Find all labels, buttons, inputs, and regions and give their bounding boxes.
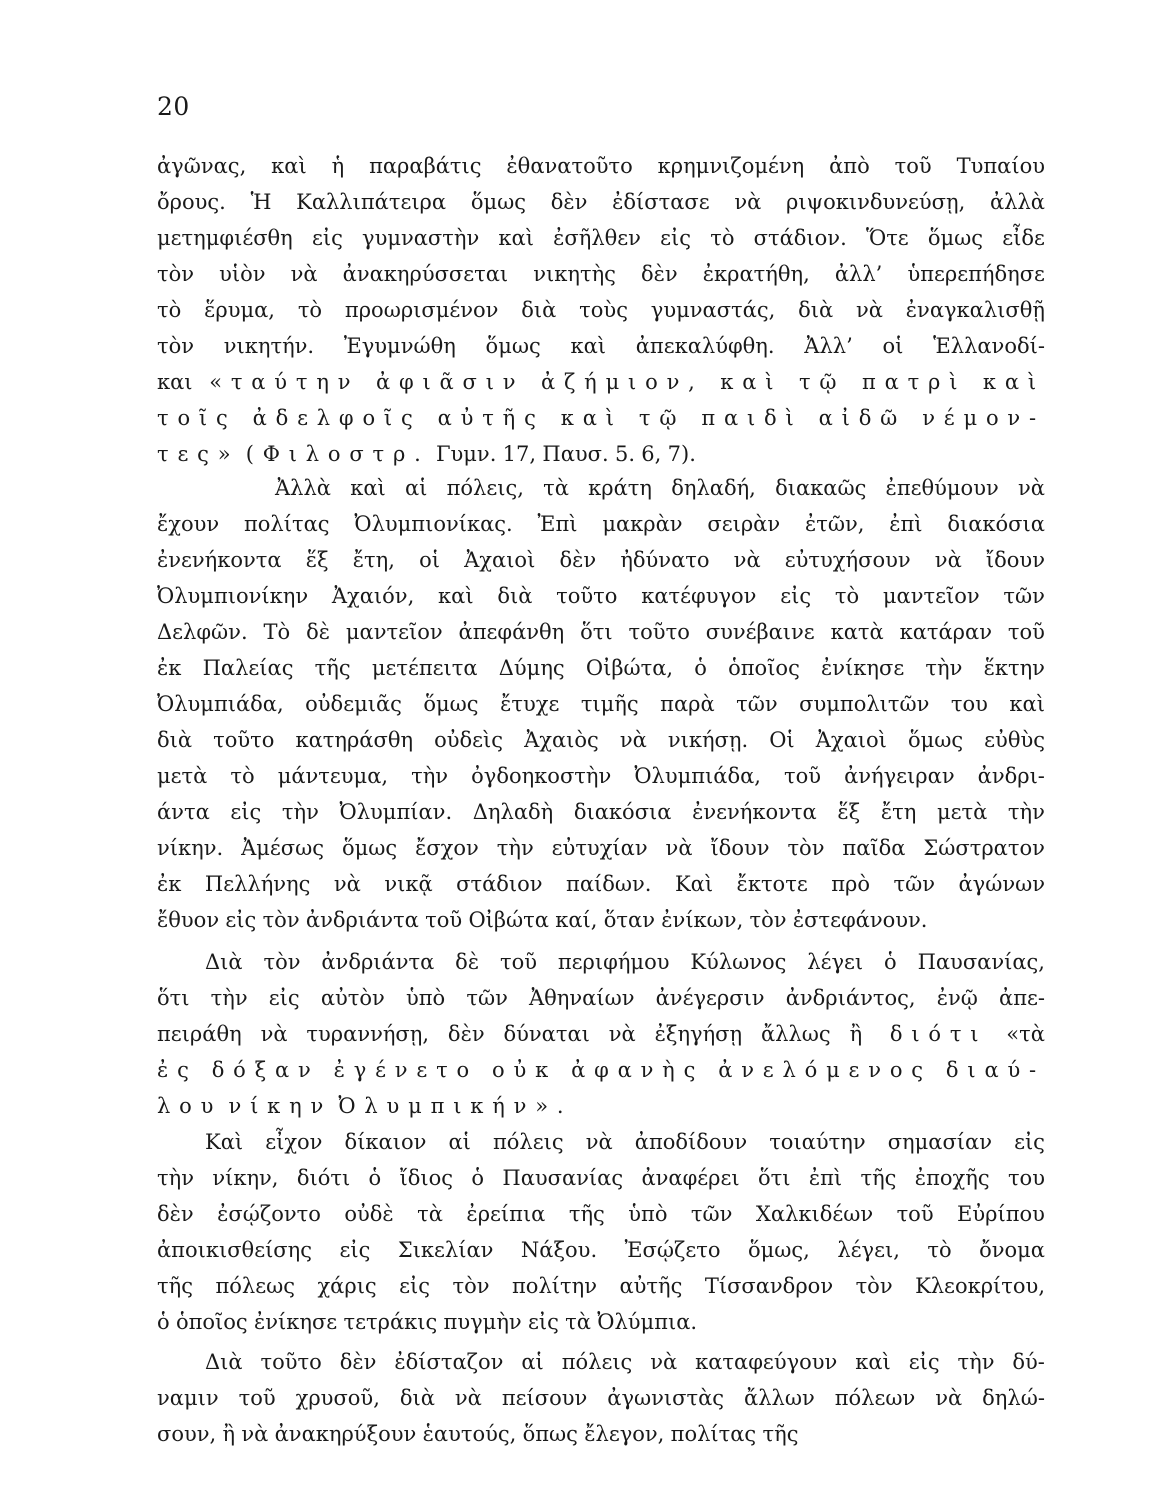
text-line: τοῖς ἀδελφοῖς αὐτῆς καὶ τῷ παιδὶ αἰδῶ νέμον- [157, 406, 1045, 430]
text-line: ἔχουν πολίτας Ὀλυμπιονίκας. Ἐπὶ μακρὰν σειρὰν ἐτῶν, ἐπὶ διακόσια [157, 512, 1045, 536]
text-line: ὅτι τὴν εἰς αὐτὸν ὑπὸ τῶν Ἀθηναίων ἀνέγερσιν ἀνδριάντος, ἐνῷ ἀπε- [157, 986, 1045, 1010]
text-line: πειράθη νὰ τυραννήσῃ, δὲν δύναται νὰ ἐξηγήσῃ ἄλλως ἢ διότι «τὰ [157, 1022, 1045, 1046]
text-line: Ὀλυμπιάδα, οὐδεμιᾶς ὅμως ἔτυχε τιμῆς παρὰ τῶν συμπολιτῶν του καὶ [157, 692, 1045, 716]
text-line: ἐκ Πελλήνης νὰ νικᾷ στάδιον παίδων. Καὶ ἔκτοτε πρὸ τῶν ἀγώνων [157, 872, 1045, 896]
text-line: νίκην. Ἀμέσως ὅμως ἔσχον τὴν εὐτυχίαν νὰ ἴδουν τὸν παῖδα Σώστρατον [157, 836, 1045, 860]
text-line: Δελφῶν. Τὸ δὲ μαντεῖον ἀπεφάνθη ὅτι τοῦτο συνέβαινε κατὰ κατάραν τοῦ [157, 620, 1045, 644]
text-line: Ἀλλὰ καὶ αἱ πόλεις, τὰ κράτη δηλαδή, διακαῶς ἐπεθύμουν νὰ [275, 476, 1045, 500]
text-line: τῆς πόλεως χάρις εἰς τὸν πολίτην αὐτῆς Τίσσανδρον τὸν Κλεοκρίτου, [157, 1274, 1045, 1298]
text-line: ὄρους. Ἡ Καλλιπάτειρα ὅμως δὲν ἐδίστασε νὰ ριψοκινδυνεύσῃ, ἀλλὰ [157, 190, 1045, 214]
text-line: Καὶ εἶχον δίκαιον αἱ πόλεις νὰ ἀποδίδουν τοιαύτην σημασίαν εἰς [205, 1130, 1045, 1154]
text-line: ὁ ὁποῖος ἐνίκησε τετράκις πυγμὴν εἰς τὰ Ὀλύμπια. [157, 1310, 698, 1334]
text-line: δὲν ἐσῴζοντο οὐδὲ τὰ ἐρείπια τῆς ὑπὸ τῶν Χαλκιδέων τοῦ Εὐρίπου [157, 1202, 1045, 1226]
text-line: Διὰ τοῦτο δὲν ἐδίσταζον αἱ πόλεις νὰ καταφεύγουν καὶ εἰς τὴν δύ- [205, 1350, 1045, 1374]
text-line: τὸν νικητήν. Ἐγυμνώθη ὅμως καὶ ἀπεκαλύφθη. Ἀλλ’ οἱ Ἑλλανοδί- [157, 334, 1045, 358]
text-line: και «ταύτην ἀφιᾶσιν ἀζήμιον, καὶ τῷ πατρὶ καὶ [157, 370, 1045, 394]
text-line: τὸν υἱὸν νὰ ἀνακηρύσσεται νικητὴς δὲν ἐκρατήθη, ἀλλ’ ὑπερεπήδησε [157, 262, 1045, 286]
page-number: 20 [157, 92, 190, 121]
text-line: τες» (Φιλοστρ. Γυμν. 17, Παυσ. 5. 6, 7). [157, 442, 696, 466]
text-line: ἔθυον εἰς τὸν ἀνδριάντα τοῦ Οἰβώτα καί, ὅταν ἐνίκων, τὸν ἐστεφάνουν. [157, 908, 928, 932]
text-line: μετημφιέσθη εἰς γυμναστὴν καὶ ἐσῆλθεν εἰς τὸ στάδιον. Ὅτε ὅμως εἶδε [157, 226, 1045, 250]
text-line: σουν, ἢ νὰ ἀνακηρύξουν ἑαυτούς, ὅπως ἔλεγον, πολίτας τῆς [157, 1422, 799, 1446]
text-line: άντα εἰς τὴν Ὀλυμπίαν. Δηλαδὴ διακόσια ἐνενήκοντα ἕξ ἔτη μετὰ τὴν [157, 800, 1045, 824]
text-line: Ὀλυμπιονίκην Ἀχαιόν, καὶ διὰ τοῦτο κατέφυγον εἰς τὸ μαντεῖον τῶν [157, 584, 1045, 608]
text-line: Διὰ τὸν ἀνδριάντα δὲ τοῦ περιφήμου Κύλωνος λέγει ὁ Παυσανίας, [205, 950, 1045, 974]
text-line: διὰ τοῦτο κατηράσθη οὐδεὶς Ἀχαιὸς νὰ νικήσῃ. Οἱ Ἀχαιοὶ ὅμως εὐθὺς [157, 728, 1045, 752]
text-line: ἐκ Παλείας τῆς μετέπειτα Δύμης Οἰβώτα, ὁ ὁποῖος ἐνίκησε τὴν ἕκτην [157, 656, 1045, 680]
text-line: ἀγῶνας, καὶ ἡ παραβάτις ἐθανατοῦτο κρημνιζομένη ἀπὸ τοῦ Τυπαίου [157, 154, 1045, 178]
text-line: μετὰ τὸ μάντευμα, τὴν ὀγδοηκοστὴν Ὀλυμπιάδα, τοῦ ἀνήγειραν ἀνδρι- [157, 764, 1045, 788]
text-line: ναμιν τοῦ χρυσοῦ, διὰ νὰ πείσουν ἀγωνιστὰς ἄλλων πόλεων νὰ δηλώ- [157, 1386, 1045, 1410]
text-line: λου νίκην Ὀλυμπικήν». [157, 1094, 573, 1118]
text-line: ἐς δόξαν ἐγένετο οὐκ ἀφανὴς ἀνελόμενος διαύ- [157, 1058, 1045, 1082]
text-line: ἀποικισθείσης εἰς Σικελίαν Νάξου. Ἐσῴζετο ὅμως, λέγει, τὸ ὄνομα [157, 1238, 1045, 1262]
text-line: τὸ ἕρυμα, τὸ προωρισμένον διὰ τοὺς γυμναστάς, διὰ νὰ ἐναγκαλισθῇ [157, 298, 1045, 322]
text-line: τὴν νίκην, διότι ὁ ἴδιος ὁ Παυσανίας ἀναφέρει ὅτι ἐπὶ τῆς ἐποχῆς του [157, 1166, 1045, 1190]
text-line: ἐνενήκοντα ἕξ ἔτη, οἱ Ἀχαιοὶ δὲν ἠδύνατο νὰ εὐτυχήσουν νὰ ἴδουν [157, 548, 1045, 572]
